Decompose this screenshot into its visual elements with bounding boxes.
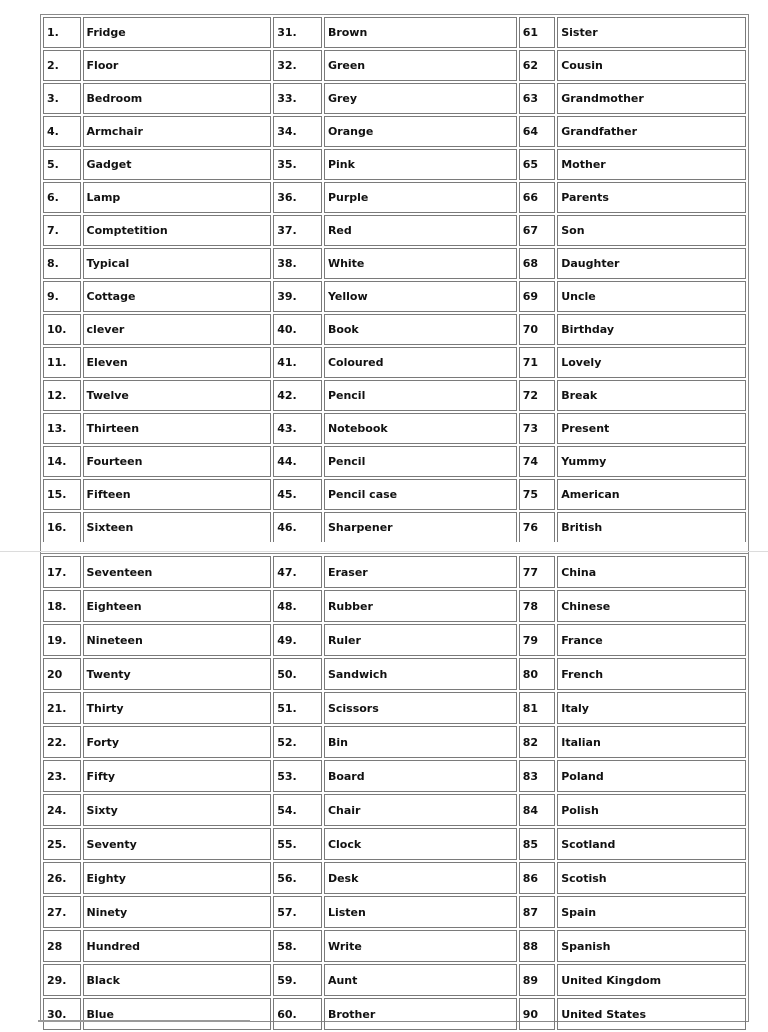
item-number: 22. xyxy=(43,726,81,758)
item-number: 90 xyxy=(519,998,556,1030)
vocabulary-word: Desk xyxy=(324,862,517,894)
vocabulary-word: Sister xyxy=(557,17,746,48)
item-number: 66 xyxy=(519,182,556,213)
item-number: 70 xyxy=(519,314,556,345)
vocabulary-word: British xyxy=(557,512,746,542)
vocabulary-word: Fifty xyxy=(83,760,272,792)
item-number: 77 xyxy=(519,556,556,588)
item-number: 42. xyxy=(273,380,322,411)
vocabulary-word: Eleven xyxy=(83,347,272,378)
vocabulary-word: Eighty xyxy=(83,862,272,894)
item-number: 8. xyxy=(43,248,81,279)
item-number: 5. xyxy=(43,149,81,180)
vocabulary-word: Lamp xyxy=(83,182,272,213)
table-row xyxy=(43,760,746,792)
table-row xyxy=(43,413,746,444)
table-row xyxy=(43,182,746,213)
table-row xyxy=(43,896,746,928)
vocabulary-word: Grandfather xyxy=(557,116,746,147)
item-number: 38. xyxy=(273,248,322,279)
footer-divider xyxy=(38,1020,250,1022)
item-number: 40. xyxy=(273,314,322,345)
vocabulary-word: Fifteen xyxy=(83,479,272,510)
item-number: 81 xyxy=(519,692,556,724)
vocabulary-word: Bin xyxy=(324,726,517,758)
vocabulary-word: Sixteen xyxy=(83,512,272,542)
item-number: 79 xyxy=(519,624,556,656)
vocabulary-word: Pink xyxy=(324,149,517,180)
vocabulary-word: Sharpener xyxy=(324,512,517,542)
item-number: 58. xyxy=(273,930,322,962)
table-row xyxy=(43,380,746,411)
item-number: 29. xyxy=(43,964,81,996)
table-row xyxy=(43,964,746,996)
vocabulary-word: Comptetition xyxy=(83,215,272,246)
item-number: 62 xyxy=(519,50,556,81)
item-number: 24. xyxy=(43,794,81,826)
page-break-divider xyxy=(0,551,768,552)
vocabulary-word: Coloured xyxy=(324,347,517,378)
table-row xyxy=(43,446,746,477)
item-number: 21. xyxy=(43,692,81,724)
item-number: 48. xyxy=(273,590,322,622)
item-number: 64 xyxy=(519,116,556,147)
vocabulary-word: Ruler xyxy=(324,624,517,656)
vocabulary-word: Armchair xyxy=(83,116,272,147)
item-number: 89 xyxy=(519,964,556,996)
item-number: 80 xyxy=(519,658,556,690)
item-number: 55. xyxy=(273,828,322,860)
table-row xyxy=(43,479,746,510)
vocabulary-word: Italian xyxy=(557,726,746,758)
vocabulary-word: Thirteen xyxy=(83,413,272,444)
item-number: 67 xyxy=(519,215,556,246)
vocabulary-word: Listen xyxy=(324,896,517,928)
item-number: 50. xyxy=(273,658,322,690)
table-row xyxy=(43,17,746,48)
item-number: 61 xyxy=(519,17,556,48)
item-number: 44. xyxy=(273,446,322,477)
vocabulary-word: Yummy xyxy=(557,446,746,477)
vocabulary-word: Gadget xyxy=(83,149,272,180)
vocabulary-word: Orange xyxy=(324,116,517,147)
item-number: 54. xyxy=(273,794,322,826)
item-number: 75 xyxy=(519,479,556,510)
vocabulary-word: Parents xyxy=(557,182,746,213)
item-number: 45. xyxy=(273,479,322,510)
vocabulary-word: Eighteen xyxy=(83,590,272,622)
vocabulary-word: Pencil xyxy=(324,446,517,477)
vocabulary-word: Green xyxy=(324,50,517,81)
table-row xyxy=(43,215,746,246)
vocabulary-word: Clock xyxy=(324,828,517,860)
vocabulary-word: Aunt xyxy=(324,964,517,996)
item-number: 52. xyxy=(273,726,322,758)
table-row xyxy=(43,281,746,312)
item-number: 30. xyxy=(43,998,81,1030)
item-number: 43. xyxy=(273,413,322,444)
item-number: 27. xyxy=(43,896,81,928)
item-number: 31. xyxy=(273,17,322,48)
vocabulary-word: Pencil xyxy=(324,380,517,411)
table-row xyxy=(43,930,746,962)
item-number: 12. xyxy=(43,380,81,411)
vocabulary-table-bottom xyxy=(40,553,749,1022)
item-number: 35. xyxy=(273,149,322,180)
item-number: 69 xyxy=(519,281,556,312)
vocabulary-word: Board xyxy=(324,760,517,792)
table-row xyxy=(43,314,746,345)
item-number: 14. xyxy=(43,446,81,477)
item-number: 87 xyxy=(519,896,556,928)
item-number: 60. xyxy=(273,998,322,1030)
item-number: 28 xyxy=(43,930,81,962)
item-number: 85 xyxy=(519,828,556,860)
item-number: 76 xyxy=(519,512,556,542)
item-number: 7. xyxy=(43,215,81,246)
table-row xyxy=(43,692,746,724)
table-row xyxy=(43,149,746,180)
item-number: 86 xyxy=(519,862,556,894)
vocabulary-word: Yellow xyxy=(324,281,517,312)
item-number: 32. xyxy=(273,50,322,81)
item-number: 72 xyxy=(519,380,556,411)
item-number: 13. xyxy=(43,413,81,444)
vocabulary-word: White xyxy=(324,248,517,279)
vocabulary-word: Ninety xyxy=(83,896,272,928)
item-number: 68 xyxy=(519,248,556,279)
table-row xyxy=(43,726,746,758)
vocabulary-word: Purple xyxy=(324,182,517,213)
vocabulary-word: Daughter xyxy=(557,248,746,279)
table-row xyxy=(43,116,746,147)
vocabulary-word: Thirty xyxy=(83,692,272,724)
vocabulary-table xyxy=(41,15,748,544)
item-number: 2. xyxy=(43,50,81,81)
item-number: 56. xyxy=(273,862,322,894)
vocabulary-word: Twenty xyxy=(83,658,272,690)
table-row xyxy=(43,347,746,378)
item-number: 59. xyxy=(273,964,322,996)
item-number: 84 xyxy=(519,794,556,826)
vocabulary-word: Mother xyxy=(557,149,746,180)
table-row xyxy=(43,512,746,542)
vocabulary-word: Blue xyxy=(83,998,272,1030)
table-row xyxy=(43,83,746,114)
item-number: 3. xyxy=(43,83,81,114)
item-number: 47. xyxy=(273,556,322,588)
vocabulary-word: Italy xyxy=(557,692,746,724)
vocabulary-word: Sandwich xyxy=(324,658,517,690)
vocabulary-word: Chair xyxy=(324,794,517,826)
item-number: 71 xyxy=(519,347,556,378)
item-number: 51. xyxy=(273,692,322,724)
vocabulary-word: Scissors xyxy=(324,692,517,724)
table-row xyxy=(43,658,746,690)
vocabulary-word: Fourteen xyxy=(83,446,272,477)
vocabulary-word: Uncle xyxy=(557,281,746,312)
vocabulary-table-top xyxy=(40,14,749,554)
vocabulary-word: Red xyxy=(324,215,517,246)
vocabulary-word: clever xyxy=(83,314,272,345)
table-row xyxy=(43,248,746,279)
vocabulary-word: Grey xyxy=(324,83,517,114)
table-row xyxy=(43,828,746,860)
item-number: 88 xyxy=(519,930,556,962)
vocabulary-word: Scotish xyxy=(557,862,746,894)
item-number: 16. xyxy=(43,512,81,542)
table-row xyxy=(43,794,746,826)
table-body xyxy=(43,17,746,542)
item-number: 65 xyxy=(519,149,556,180)
item-number: 82 xyxy=(519,726,556,758)
vocabulary-word: Present xyxy=(557,413,746,444)
vocabulary-word: Eraser xyxy=(324,556,517,588)
vocabulary-word: Nineteen xyxy=(83,624,272,656)
table-row xyxy=(43,556,746,588)
vocabulary-word: Black xyxy=(83,964,272,996)
item-number: 41. xyxy=(273,347,322,378)
vocabulary-word: Son xyxy=(557,215,746,246)
vocabulary-word: Polish xyxy=(557,794,746,826)
vocabulary-word: Cottage xyxy=(83,281,272,312)
item-number: 10. xyxy=(43,314,81,345)
item-number: 20 xyxy=(43,658,81,690)
item-number: 17. xyxy=(43,556,81,588)
vocabulary-word: Seventy xyxy=(83,828,272,860)
vocabulary-word: Pencil case xyxy=(324,479,517,510)
vocabulary-word: Poland xyxy=(557,760,746,792)
vocabulary-word: Fridge xyxy=(83,17,272,48)
vocabulary-word: Sixty xyxy=(83,794,272,826)
vocabulary-word: Scotland xyxy=(557,828,746,860)
item-number: 46. xyxy=(273,512,322,542)
vocabulary-word: Brother xyxy=(324,998,517,1030)
vocabulary-word: Spanish xyxy=(557,930,746,962)
vocabulary-word: Seventeen xyxy=(83,556,272,588)
vocabulary-word: Hundred xyxy=(83,930,272,962)
vocabulary-word: Spain xyxy=(557,896,746,928)
item-number: 73 xyxy=(519,413,556,444)
vocabulary-word: Typical xyxy=(83,248,272,279)
vocabulary-word: Write xyxy=(324,930,517,962)
item-number: 39. xyxy=(273,281,322,312)
item-number: 25. xyxy=(43,828,81,860)
item-number: 37. xyxy=(273,215,322,246)
item-number: 1. xyxy=(43,17,81,48)
item-number: 15. xyxy=(43,479,81,510)
item-number: 36. xyxy=(273,182,322,213)
vocabulary-table xyxy=(41,554,748,1032)
vocabulary-word: Rubber xyxy=(324,590,517,622)
item-number: 19. xyxy=(43,624,81,656)
item-number: 53. xyxy=(273,760,322,792)
table-row xyxy=(43,50,746,81)
vocabulary-word: France xyxy=(557,624,746,656)
item-number: 33. xyxy=(273,83,322,114)
vocabulary-word: Cousin xyxy=(557,50,746,81)
vocabulary-word: Notebook xyxy=(324,413,517,444)
table-row xyxy=(43,998,746,1030)
vocabulary-word: Brown xyxy=(324,17,517,48)
item-number: 83 xyxy=(519,760,556,792)
vocabulary-word: Grandmother xyxy=(557,83,746,114)
item-number: 6. xyxy=(43,182,81,213)
vocabulary-word: Birthday xyxy=(557,314,746,345)
table-body xyxy=(43,556,746,1030)
table-row xyxy=(43,624,746,656)
item-number: 4. xyxy=(43,116,81,147)
table-row xyxy=(43,862,746,894)
vocabulary-word: Chinese xyxy=(557,590,746,622)
vocabulary-word: United States xyxy=(557,998,746,1030)
item-number: 49. xyxy=(273,624,322,656)
item-number: 74 xyxy=(519,446,556,477)
vocabulary-word: Forty xyxy=(83,726,272,758)
vocabulary-word: Bedroom xyxy=(83,83,272,114)
item-number: 57. xyxy=(273,896,322,928)
table-row xyxy=(43,590,746,622)
item-number: 11. xyxy=(43,347,81,378)
item-number: 26. xyxy=(43,862,81,894)
item-number: 23. xyxy=(43,760,81,792)
vocabulary-word: Break xyxy=(557,380,746,411)
item-number: 63 xyxy=(519,83,556,114)
vocabulary-word: American xyxy=(557,479,746,510)
item-number: 18. xyxy=(43,590,81,622)
item-number: 9. xyxy=(43,281,81,312)
vocabulary-word: French xyxy=(557,658,746,690)
vocabulary-word: Twelve xyxy=(83,380,272,411)
vocabulary-word: Lovely xyxy=(557,347,746,378)
item-number: 78 xyxy=(519,590,556,622)
vocabulary-word: Floor xyxy=(83,50,272,81)
item-number: 34. xyxy=(273,116,322,147)
vocabulary-word: Book xyxy=(324,314,517,345)
vocabulary-word: United Kingdom xyxy=(557,964,746,996)
vocabulary-word: China xyxy=(557,556,746,588)
